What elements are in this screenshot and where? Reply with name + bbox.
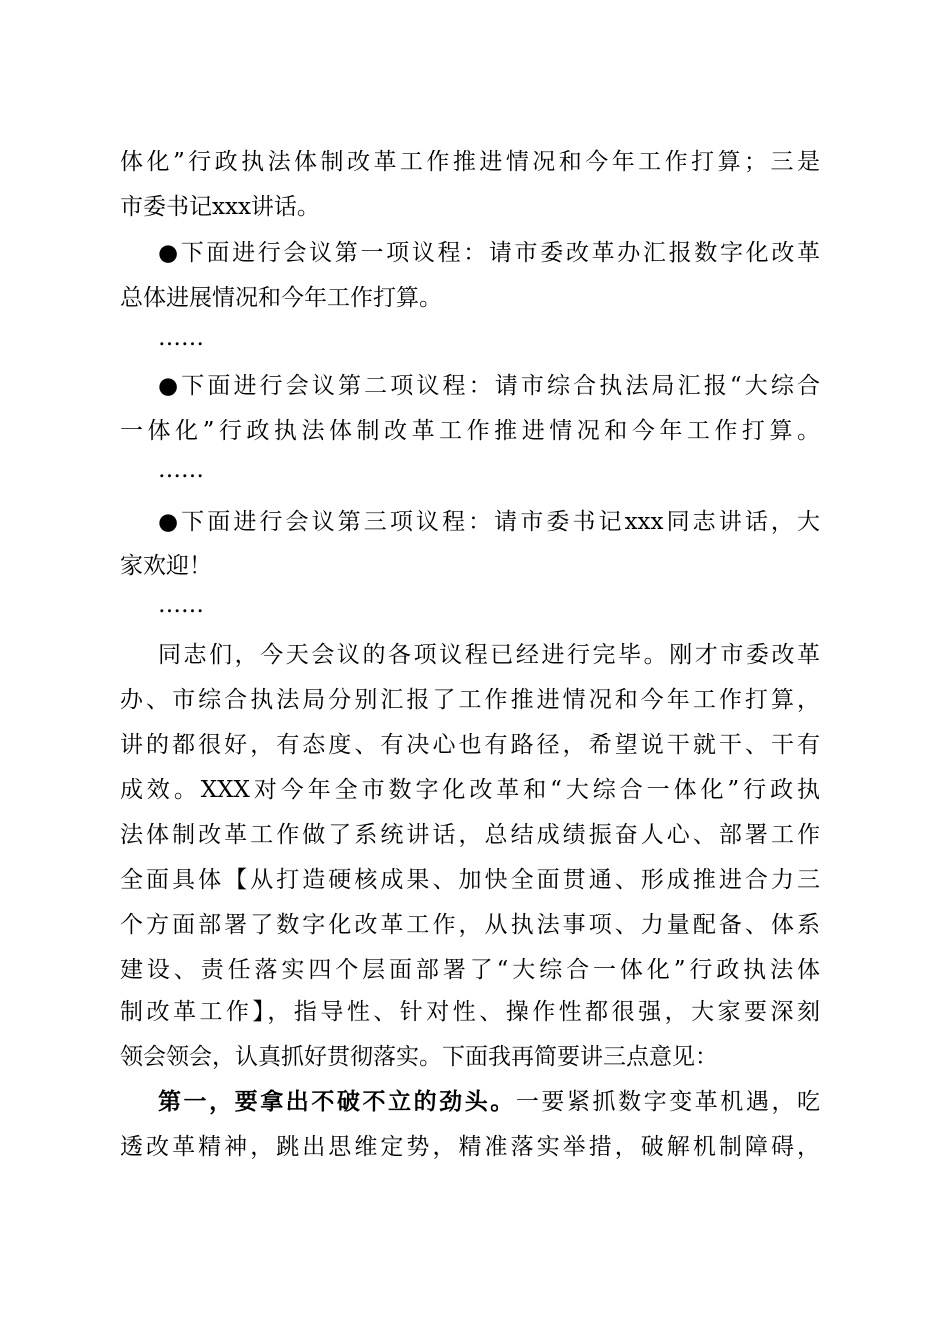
text-line: 制改革工作】，指导性、针对性、操作性都很强，大家要深刻 xyxy=(120,999,820,1025)
text-line: 全面具体【从打造硬核成果、加快全面贯通、形成推进合力三 xyxy=(120,867,820,893)
text-line: 办、市综合执法局分别汇报了工作推进情况和今年工作打算， xyxy=(120,687,820,713)
ellipsis: …… xyxy=(158,325,204,351)
text-run: 一要紧抓数字变革机遇，吃 xyxy=(515,1089,821,1115)
text-line: 体化”行政执法体制改革工作推进情况和今年工作打算；三是 xyxy=(120,149,820,175)
section-heading: 第一，要拿出不破不立的劲头。 xyxy=(158,1088,516,1115)
text-line: 同志们，今天会议的各项议程已经进行完毕。刚才市委改革 xyxy=(158,642,820,668)
text-line: 成效。XXX对今年全市数字化改革和“大综合一体化”行政执 xyxy=(120,777,820,803)
text-line: 市委书记xxx讲话。 xyxy=(120,194,320,220)
agenda-item-1: ●下面进行会议第一项议程：请市委改革办汇报数字化改革 xyxy=(158,240,820,266)
section-first-point xyxy=(158,1087,820,1117)
text-line: 个方面部署了数字化改革工作，从执法事项、力量配备、体系 xyxy=(120,912,820,938)
text-line: 总体进展情况和今年工作打算。 xyxy=(120,285,442,311)
text-line: 家欢迎！ xyxy=(120,553,212,579)
text-line: 建设、责任落实四个层面部署了“大综合一体化”行政执法体 xyxy=(120,957,820,983)
agenda-item-3: ●下面进行会议第三项议程：请市委书记xxx同志讲话，大 xyxy=(158,509,820,535)
text-line: 透改革精神，跳出思维定势，精准落实举措，破解机制障碍， xyxy=(120,1134,820,1160)
text-line: 一体化”行政执法体制改革工作推进情况和今年工作打算。 xyxy=(120,418,820,444)
ellipsis: …… xyxy=(158,457,204,483)
agenda-item-2: ●下面进行会议第二项议程：请市综合执法局汇报“大综合 xyxy=(158,373,820,399)
ellipsis: …… xyxy=(158,592,204,618)
text-line: 讲的都很好，有态度、有决心也有路径，希望说干就干、干有 xyxy=(120,732,820,758)
text-line: 法体制改革工作做了系统讲话，总结成绩振奋人心、部署工作 xyxy=(120,822,820,848)
text-line: 领会领会，认真抓好贯彻落实。下面我再简要讲三点意见： xyxy=(120,1044,718,1070)
